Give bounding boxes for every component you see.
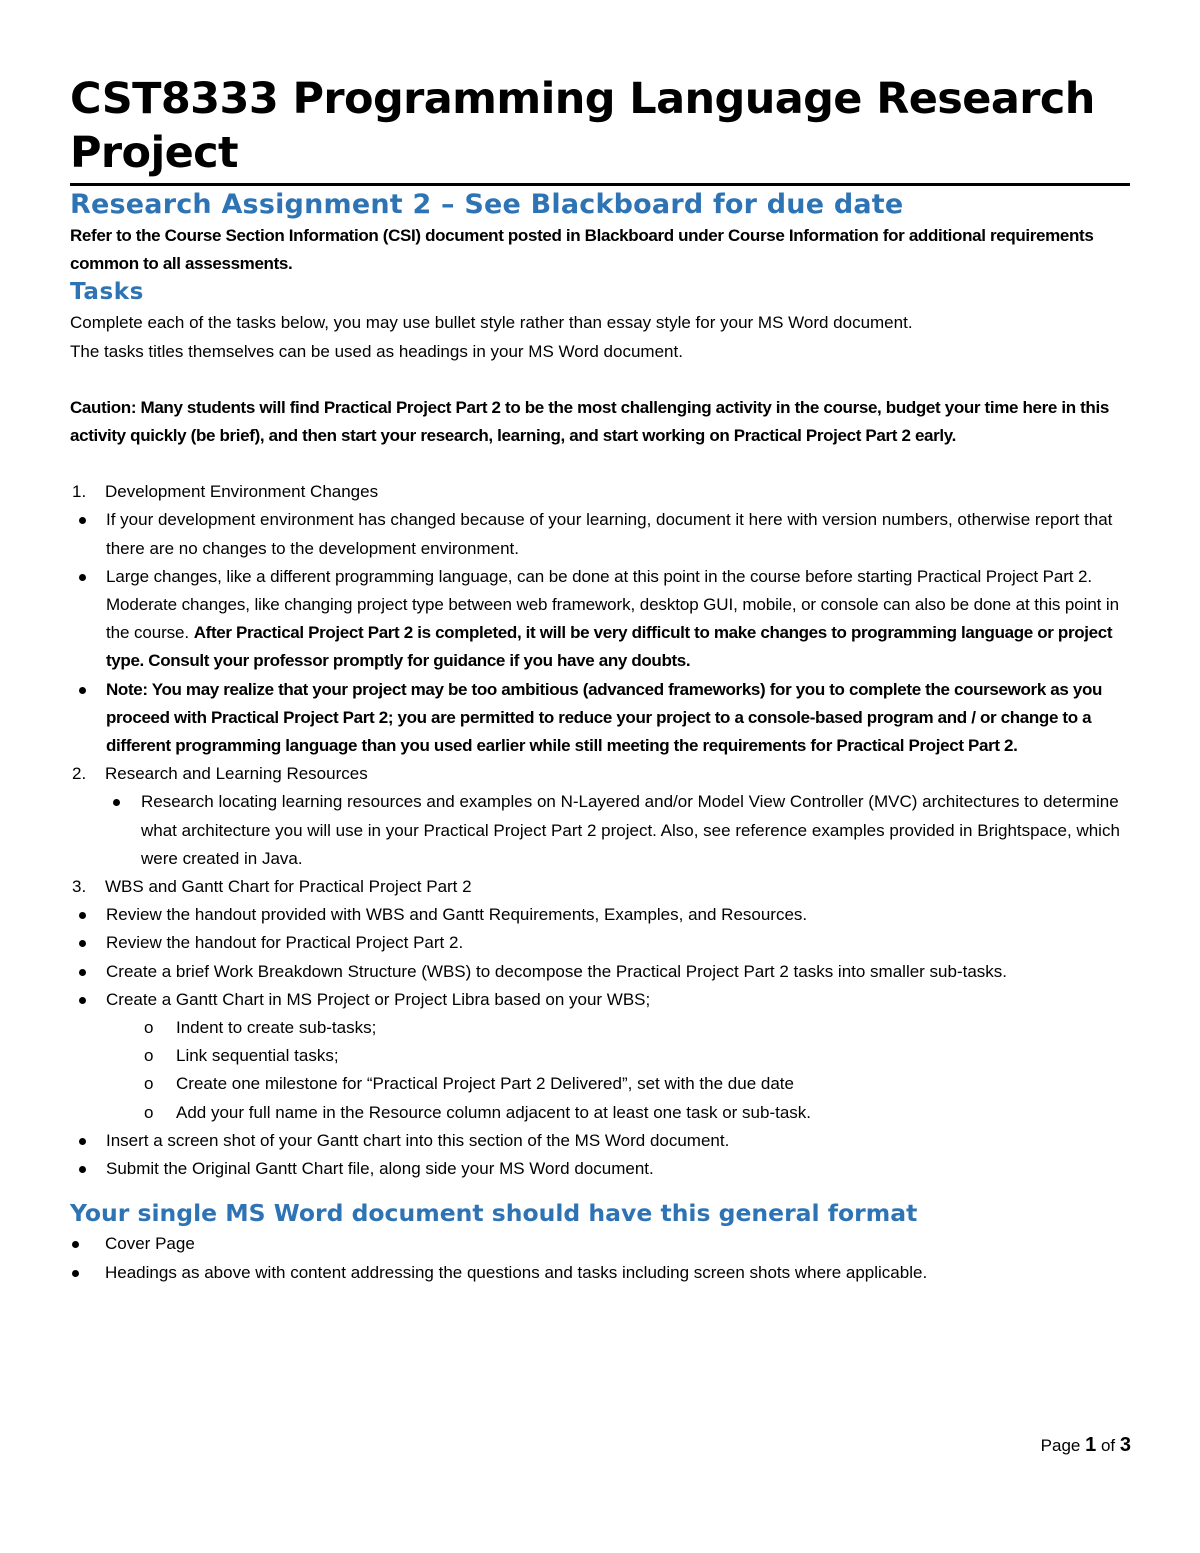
format-heading: Your single MS Word document should have this general format [70,1199,918,1228]
sub-bullet-text: Indent to create sub-tasks; [176,1018,377,1038]
tasks-intro-line-1: Complete each of the tasks below, you may use bullet style rather than essay style for your MS Word document. [70,313,913,333]
task-number: 3. [72,877,87,897]
bullet-text: Review the handout provided with WBS and Gantt Requirements, Examples, and Resources. [106,905,808,925]
task-title: Development Environment Changes [105,482,379,502]
bullet-text: Review the handout for Practical Project Part 2. [106,933,464,953]
list-item [70,929,1130,957]
task-title: Research and Learning Resources [105,764,368,784]
task-list [70,478,1130,1183]
document-content [70,72,1130,1287]
circle-bullet-icon: o [144,1046,154,1066]
list-item [70,901,1130,929]
list-item [70,506,1130,562]
list-item [70,1230,1130,1258]
task-number: 1. [72,482,87,502]
list-item [70,1127,1130,1155]
task-title: WBS and Gantt Chart for Practical Project Part 2 [105,877,472,897]
bullet-icon [72,1241,79,1248]
intro-note: Refer to the Course Section Information (CSI) document posted in Blackboard under Course Information for additional requirements common to all assessments. [70,226,1094,274]
circle-bullet-icon: o [144,1074,154,1094]
task-bullets [70,506,1130,760]
list-item [70,788,1130,873]
task-number: 2. [72,764,87,784]
title-underline [70,183,1130,186]
sub-list-item [70,1014,1130,1042]
bullet-text: Large changes, like a different programming language, can be done at this point in the course before starting Practical Project Part 2. Moderate changes, like changing project type between web framework, desktop GUI, mobile, or console can also be done at this point in the course. [106,566,1119,643]
task-item [70,760,1130,788]
bullet-icon [79,912,86,919]
bullet-text: Insert a screen shot of your Gantt chart into this section of the MS Word document. [106,1130,730,1150]
sub-bullet-text: Add your full name in the Resource column adjacent to at least one task or sub-task. [176,1102,812,1122]
current-page-number: 1 [1085,1434,1097,1456]
bullet-text: Research locating learning resources and examples on N-Layered and/or Model View Controller (MVC) architectures to determine what architecture you will use in your Practical Project Part 2 project. Also, see reference examples provided in Brightspace, which were created in Java. [141,792,1120,868]
bullet-icon [113,799,120,806]
bullet-icon [79,997,86,1004]
bullet-text: Create a Gantt Chart in MS Project or Project Libra based on your WBS; [106,989,651,1009]
bullet-icon [79,574,86,581]
list-item [70,1259,1130,1287]
format-list [70,1230,1130,1286]
blank-line [70,450,1130,478]
bullet-icon [79,969,86,976]
bullet-bold-text: After Practical Project Part 2 is completed, it will be very difficult to make changes to programming language or project type. Consult your professor promptly for guidance if you have any doubts. [106,623,1113,671]
sub-bullet-text: Link sequential tasks; [176,1046,339,1066]
sub-list-item [70,1070,1130,1098]
format-item-text: Cover Page [105,1234,195,1254]
bullet-icon [79,940,86,947]
list-item [70,563,1130,676]
bullet-icon [79,517,86,524]
sub-bullet-text: Create one milestone for “Practical Project Part 2 Delivered”, set with the due date [176,1074,794,1094]
circle-bullet-icon: o [144,1018,154,1038]
circle-bullet-icon: o [144,1102,154,1122]
total-pages-number: 3 [1119,1434,1131,1456]
bullet-icon [79,687,86,694]
bullet-icon [79,1166,86,1173]
format-item-text: Headings as above with content addressing the questions and tasks including screen shots where applicable. [105,1262,928,1282]
tasks-intro-line-2: The tasks titles themselves can be used as headings in your MS Word document. [70,341,683,361]
list-item [70,958,1130,986]
bullet-text: Create a brief Work Breakdown Structure (WBS) to decompose the Practical Project Part 2 tasks into smaller sub-tasks. [106,961,1008,981]
bullet-text: If your development environment has changed because of your learning, document it here with version numbers, otherwise report that there are no changes to the development environment. [106,510,1113,558]
sub-list-item [70,1042,1130,1070]
tasks-heading: Tasks [70,279,144,306]
list-item [70,1155,1130,1183]
task-item [70,478,1130,506]
bullet-icon [72,1270,79,1277]
list-item [70,676,1130,761]
document-title: CST8333 Programming Language Research Project [70,74,1095,178]
bullet-bold-text: Note: You may realize that your project may be too ambitious (advanced frameworks) for you to complete the coursework as you proceed with Practical Project Part 2; you are permitted to reduce your project to a console-based program and / or change to a different programming language than you used earlier while still meeting the requirements for Practical Project Part 2. [106,679,1103,756]
caution-paragraph: Caution: Many students will find Practical Project Part 2 to be the most challenging activity in the course, budget your time here in this activity quickly (be brief), and then start your research, learning, and start working on Practical Project Part 2 early. [70,397,1109,446]
of-label: of [1100,1436,1116,1455]
bullet-icon [79,1138,86,1145]
list-item [70,986,1130,1014]
task-bullets [70,788,1130,873]
task-item [70,873,1130,901]
page-label: Page [1040,1436,1081,1455]
assignment-subtitle: Research Assignment 2 – See Blackboard for due date [70,189,904,220]
page-number-footer [1041,1431,1131,1460]
bullet-text: Submit the Original Gantt Chart file, along side your MS Word document. [106,1159,654,1179]
blank-line [70,366,1130,394]
task-bullets [70,901,1130,1183]
spacer [70,1183,1130,1197]
sub-list-item [70,1099,1130,1127]
